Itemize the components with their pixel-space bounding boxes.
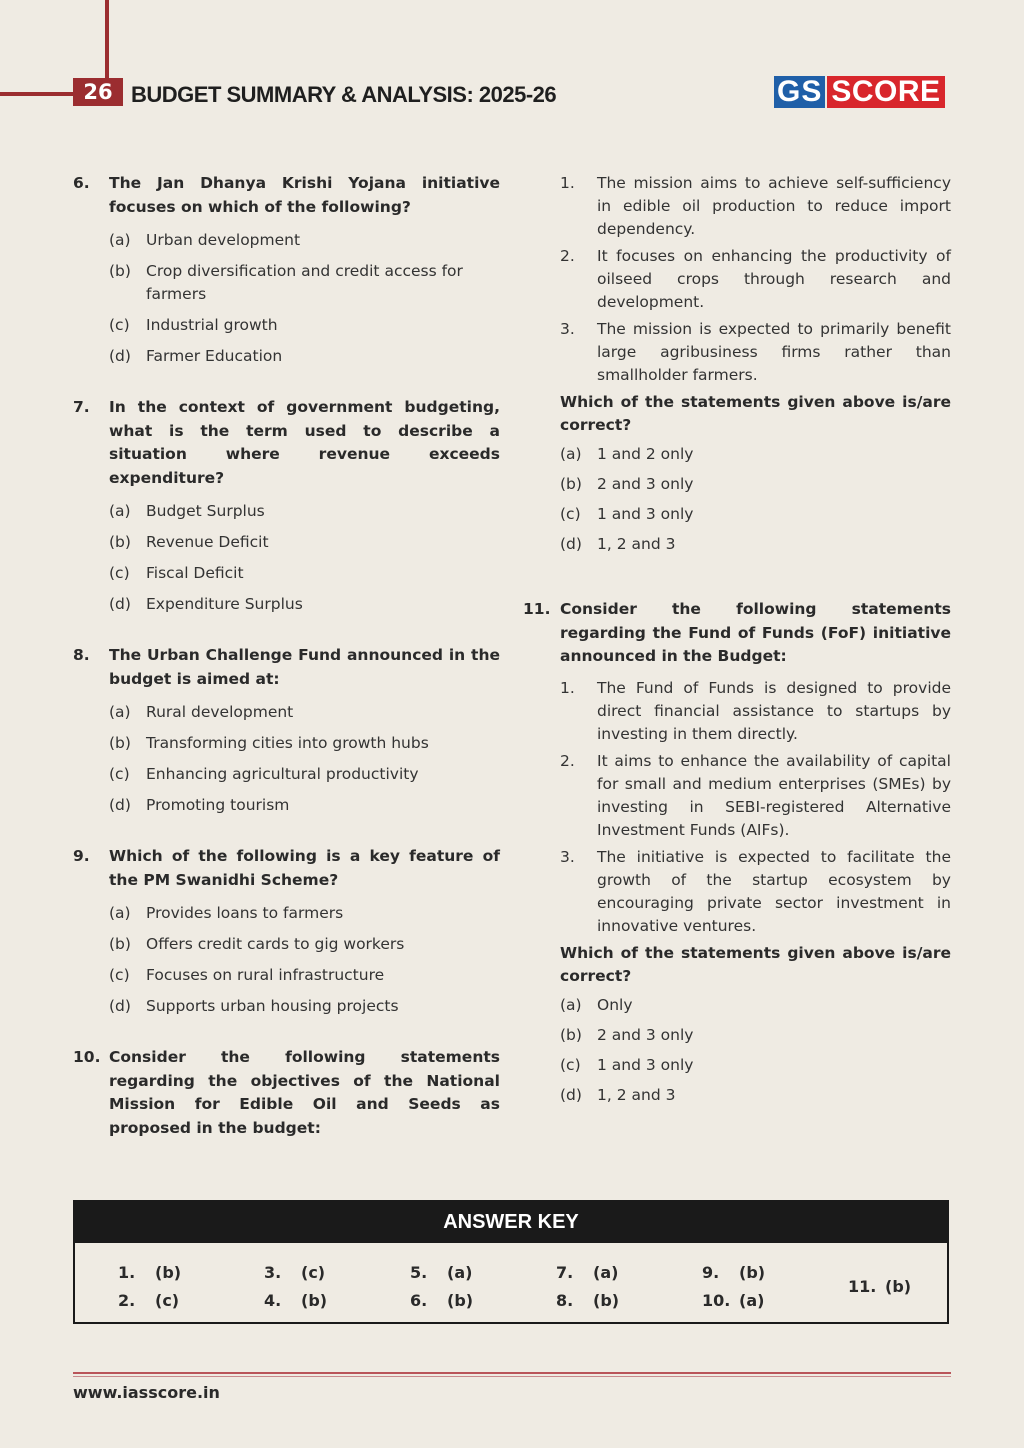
page-title: BUDGET SUMMARY & ANALYSIS: 2025-26 xyxy=(131,82,557,107)
statements xyxy=(560,677,951,938)
question-11 xyxy=(523,598,951,1107)
option: (b) Transforming cities into growth hubs xyxy=(109,734,429,752)
answer-item: 2. (c) xyxy=(118,1291,180,1310)
answer-item: 10. (a) xyxy=(702,1291,765,1310)
question-7 xyxy=(73,396,500,616)
option: (c) Industrial growth xyxy=(109,316,278,334)
answer-item: 6. (b) xyxy=(410,1291,474,1310)
logo-gs: GS xyxy=(774,76,825,108)
option: (b) Revenue Deficit xyxy=(109,533,269,551)
statement: 2. It aims to enhance the availability of capital for small and medium enterprises (SMEs) by investing in SEBI-registered Alternative Investment Funds (AIFs). xyxy=(560,751,951,839)
logo-score: SCORE xyxy=(827,76,944,108)
sub-question: Which of the statements given above is/are correct? xyxy=(560,943,951,985)
option: (d) Expenditure Surplus xyxy=(109,595,303,613)
question-text: In the context of government budgeting, what is the term used to describe a situation where revenue exceeds expenditure? xyxy=(109,398,500,487)
question-text: Which of the following is a key feature of the PM Swanidhi Scheme? xyxy=(109,847,500,889)
option: (a) Urban development xyxy=(109,231,301,249)
option: (d) 1, 2 and 3 xyxy=(560,535,676,553)
options xyxy=(109,229,500,368)
statement: 1. The mission aims to achieve self-sufficiency in edible oil production to reduce import dependency. xyxy=(560,174,951,238)
question-number: 6. xyxy=(73,174,90,192)
option: (d) Farmer Education xyxy=(109,347,283,365)
left-column xyxy=(73,172,500,1140)
footer-url[interactable]: www.iasscore.in xyxy=(73,1383,220,1402)
footer-rule-thin xyxy=(73,1376,951,1377)
question-number: 10. xyxy=(73,1048,101,1066)
question-number: 7. xyxy=(73,398,90,416)
answer-item: 1. (b) xyxy=(118,1263,182,1282)
statement: 1. The Fund of Funds is designed to provide direct financial assistance to startups by investing in them directly. xyxy=(560,678,951,743)
option: (b) Crop diversification and credit access for farmers xyxy=(109,262,463,303)
option: (a) Only xyxy=(560,995,633,1014)
answer-key-title: ANSWER KEY xyxy=(75,1202,947,1243)
answer-item: 8. (b) xyxy=(556,1291,620,1310)
sub-question: Which of the statements given above is/are correct? xyxy=(560,393,951,434)
right-column xyxy=(523,172,951,1114)
question-number: 11. xyxy=(523,600,551,618)
footer-rule xyxy=(73,1372,951,1374)
answer-item: 3. (c) xyxy=(264,1263,326,1282)
statement: 3. The mission is expected to primarily benefit large agribusiness firms rather than smallholder farmers. xyxy=(560,320,951,384)
question-number: 9. xyxy=(73,847,90,865)
gsscore-logo xyxy=(774,76,945,108)
option: (d) Supports urban housing projects xyxy=(109,997,399,1015)
option: (a) Provides loans to farmers xyxy=(109,904,344,922)
option: (b) 2 and 3 only xyxy=(560,1025,694,1044)
answer-key-box xyxy=(73,1200,949,1324)
options xyxy=(109,500,500,616)
page-number: 26 xyxy=(73,78,123,106)
options xyxy=(109,701,500,817)
statement: 3. The initiative is expected to facilitate the growth of the startup ecosystem by encouraging private sector investment in innovative ventures. xyxy=(560,847,951,935)
answer-item: 9. (b) xyxy=(702,1263,766,1282)
question-10-continued xyxy=(523,172,951,556)
option: (b) Offers credit cards to gig workers xyxy=(109,935,405,953)
question-8 xyxy=(73,644,500,817)
option: (c) Enhancing agricultural productivity xyxy=(109,765,419,783)
options xyxy=(560,443,951,556)
question-10 xyxy=(73,1046,500,1140)
answer-item: 4. (b) xyxy=(264,1291,328,1310)
option: (a) 1 and 2 only xyxy=(560,445,694,463)
answer-item: 7. (a) xyxy=(556,1263,619,1282)
question-text: The Jan Dhanya Krishi Yojana initiative focuses on which of the following? xyxy=(109,174,500,216)
option: (a) Rural development xyxy=(109,703,294,721)
option: (c) Focuses on rural infrastructure xyxy=(109,966,385,984)
option: (c) 1 and 3 only xyxy=(560,505,694,523)
question-9 xyxy=(73,845,500,1018)
options xyxy=(109,902,500,1018)
options xyxy=(560,994,951,1107)
question-text: Consider the following statements regarding the objectives of the National Mission for Edible Oil and Seeds as proposed in the budget: xyxy=(109,1048,500,1137)
statement: 2. It focuses on enhancing the productivity of oilseed crops through research and development. xyxy=(560,247,951,311)
answer-item: 11. (b) xyxy=(848,1277,912,1296)
statements xyxy=(560,172,951,387)
option: (d) 1, 2 and 3 xyxy=(560,1085,676,1104)
answer-item: 5. (a) xyxy=(410,1263,473,1282)
question-text: Consider the following statements regarding the Fund of Funds (FoF) initiative announced in the Budget: xyxy=(560,600,951,665)
answer-key-body xyxy=(75,1243,947,1324)
option: (d) Promoting tourism xyxy=(109,796,290,814)
option: (a) Budget Surplus xyxy=(109,502,265,520)
question-6 xyxy=(73,172,500,368)
option: (b) 2 and 3 only xyxy=(560,475,694,493)
option: (c) Fiscal Deficit xyxy=(109,564,244,582)
question-text: The Urban Challenge Fund announced in the budget is aimed at: xyxy=(109,646,500,688)
option: (c) 1 and 3 only xyxy=(560,1055,694,1074)
question-number: 8. xyxy=(73,646,90,664)
